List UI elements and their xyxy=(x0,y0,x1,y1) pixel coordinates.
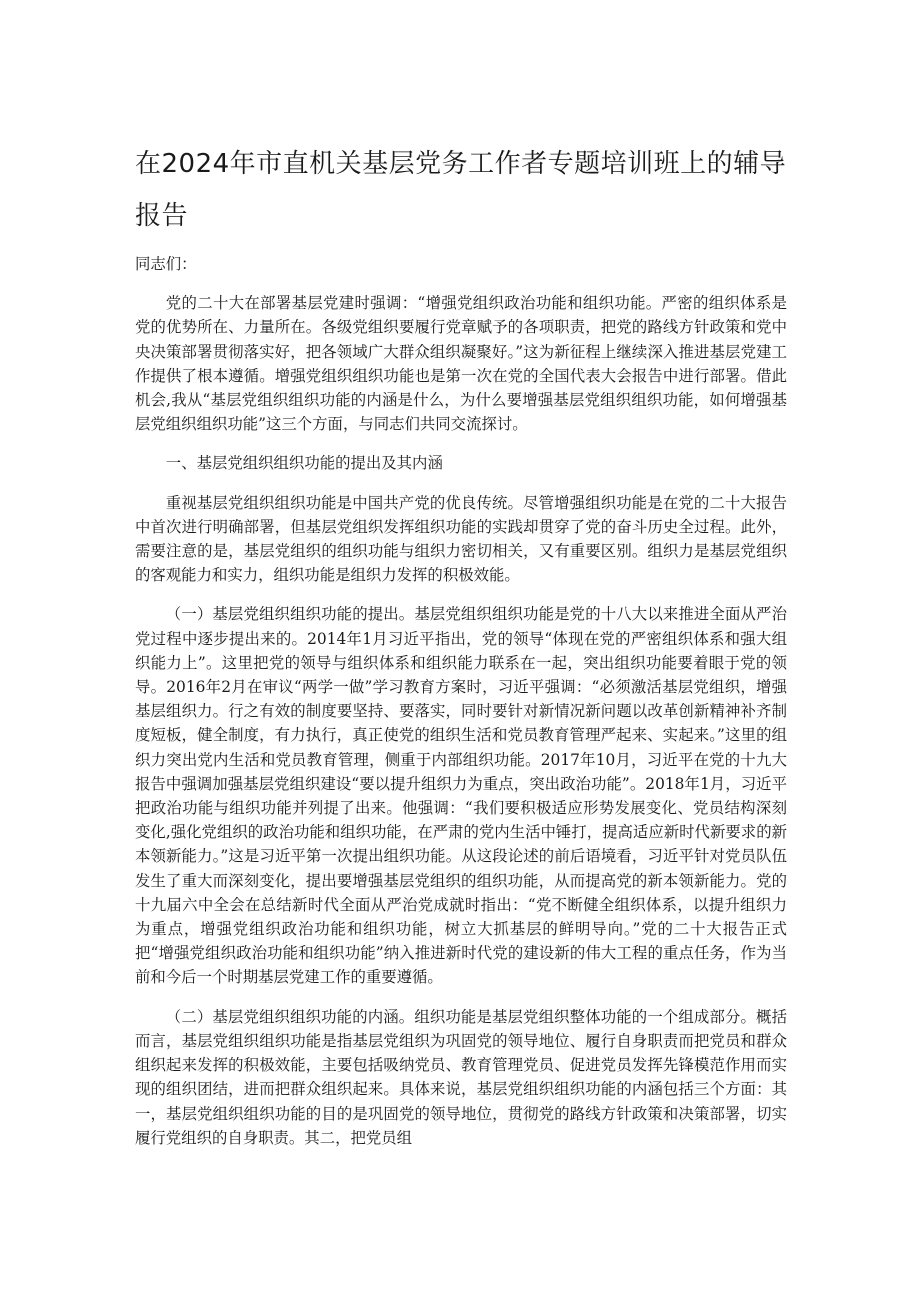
document-body xyxy=(135,252,787,1165)
paragraph-subsection-1: （一）基层党组织组织功能的提出。基层党组织组织功能是党的十八大以来推进全面从严治党过程中逐步提出来的。2014年1月习近平指出，党的领导“体现在党的严密组织体系和强大组织能力上”。这里把党的领导与组织体系和组织能力联系在一起，突出组织功能要着眼于党的领导。2016年2月在审议“两学一做”学习教育方案时，习近平强调：“必须激活基层党组织，增强基层组织力。行之有效的制度要坚持、要落实，同时要针对新情况新问题以改革创新精神补齐制度短板，健全制度，有力执行，真正使党的组织生活和党员教育管理严起来、实起来。”这里的组织力突出党内生活和党员教育管理，侧重于内部组织功能。2017年10月，习近平在党的十九大报告中强调加强基层党组织建设“要以提升组织力为重点，突出政治功能”。2018年1月，习近平把政治功能与组织功能并列提了出来。他强调：“我们要积极适应形势发展变化、党员结构深刻变化,强化党组织的政治功能和组织功能，在严肃的党内生活中锤打，提高适应新时代新要求的新本领新能力。”这是习近平第一次提出组织功能。从这段论述的前后语境看，习近平针对党员队伍发生了重大而深刻变化，提出要增强基层党组织的组织功能，从而提高党的新本领新能力。党的十九届六中全会在总结新时代全面从严治党成就时指出：“党不断健全组织体系，以提升组织力为重点，增强党组织政治功能和组织功能，树立大抓基层的鲜明导向。”党的二十大报告正式把“增强党组织政治功能和组织功能”纳入推进新时代党的建设新的伟大工程的重点任务，作为当前和今后一个时期基层党建工作的重要遵循。 xyxy=(135,605,787,987)
document-title: 在2024年市直机关基层党务工作者专题培训班上的辅导报告 xyxy=(135,149,787,231)
salutation: 同志们： xyxy=(135,255,197,273)
paragraph-intro: 党的二十大在部署基层党建时强调：“增强党组织政治功能和组织功能。严密的组织体系是党的优势所在、力量所在。各级党组织要履行党章赋予的各项职责，把党的路线方针政策和党中央决策部署贯彻落实好，把各领域广大群众组织凝聚好。”这为新征程上继续深入推进基层党建工作提供了根本遵循。增强党组织组织功能也是第一次在党的全国代表大会报告中进行部署。借此机会,我从“基层党组织组织功能的内涵是什么，为什么要增强基层党组织组织功能，如何增强基层党组织组织功能”这三个方面，与同志们共同交流探讨。 xyxy=(135,294,787,434)
section-heading-1: 一、基层党组织组织功能的提出及其内涵 xyxy=(165,454,443,473)
paragraph-subsection-2: （二）基层党组织组织功能的内涵。组织功能是基层党组织整体功能的一个组成部分。概括而言，基层党组织组织功能是指基层党组织为巩固党的领导地位、履行自身职责而把党员和群众组织起来发挥的积极效能，主要包括吸纳党员、教育管理党员、促进党员发挥先锋模范作用而实现的组织团结，进而把群众组织起来。具体来说，基层党组织组织功能的内涵包括三个方面：其一，基层党组织组织功能的目的是巩固党的领导地位，贯彻党的路线方针政策和决策部署，切实履行党组织的自身职责。其二，把党员组 xyxy=(135,1007,787,1147)
paragraph-section-1: 重视基层党组织组织功能是中国共产党的优良传统。尽管增强组织功能是在党的二十大报告中首次进行明确部署，但基层党组织发挥组织功能的实践却贯穿了党的奋斗历史全过程。此外，需要注意的是，基层党组织的组织功能与组织力密切相关，又有重要区别。组织力是基层党组织的客观能力和实力，组织功能是组织力发挥的积极效能。 xyxy=(135,493,787,585)
